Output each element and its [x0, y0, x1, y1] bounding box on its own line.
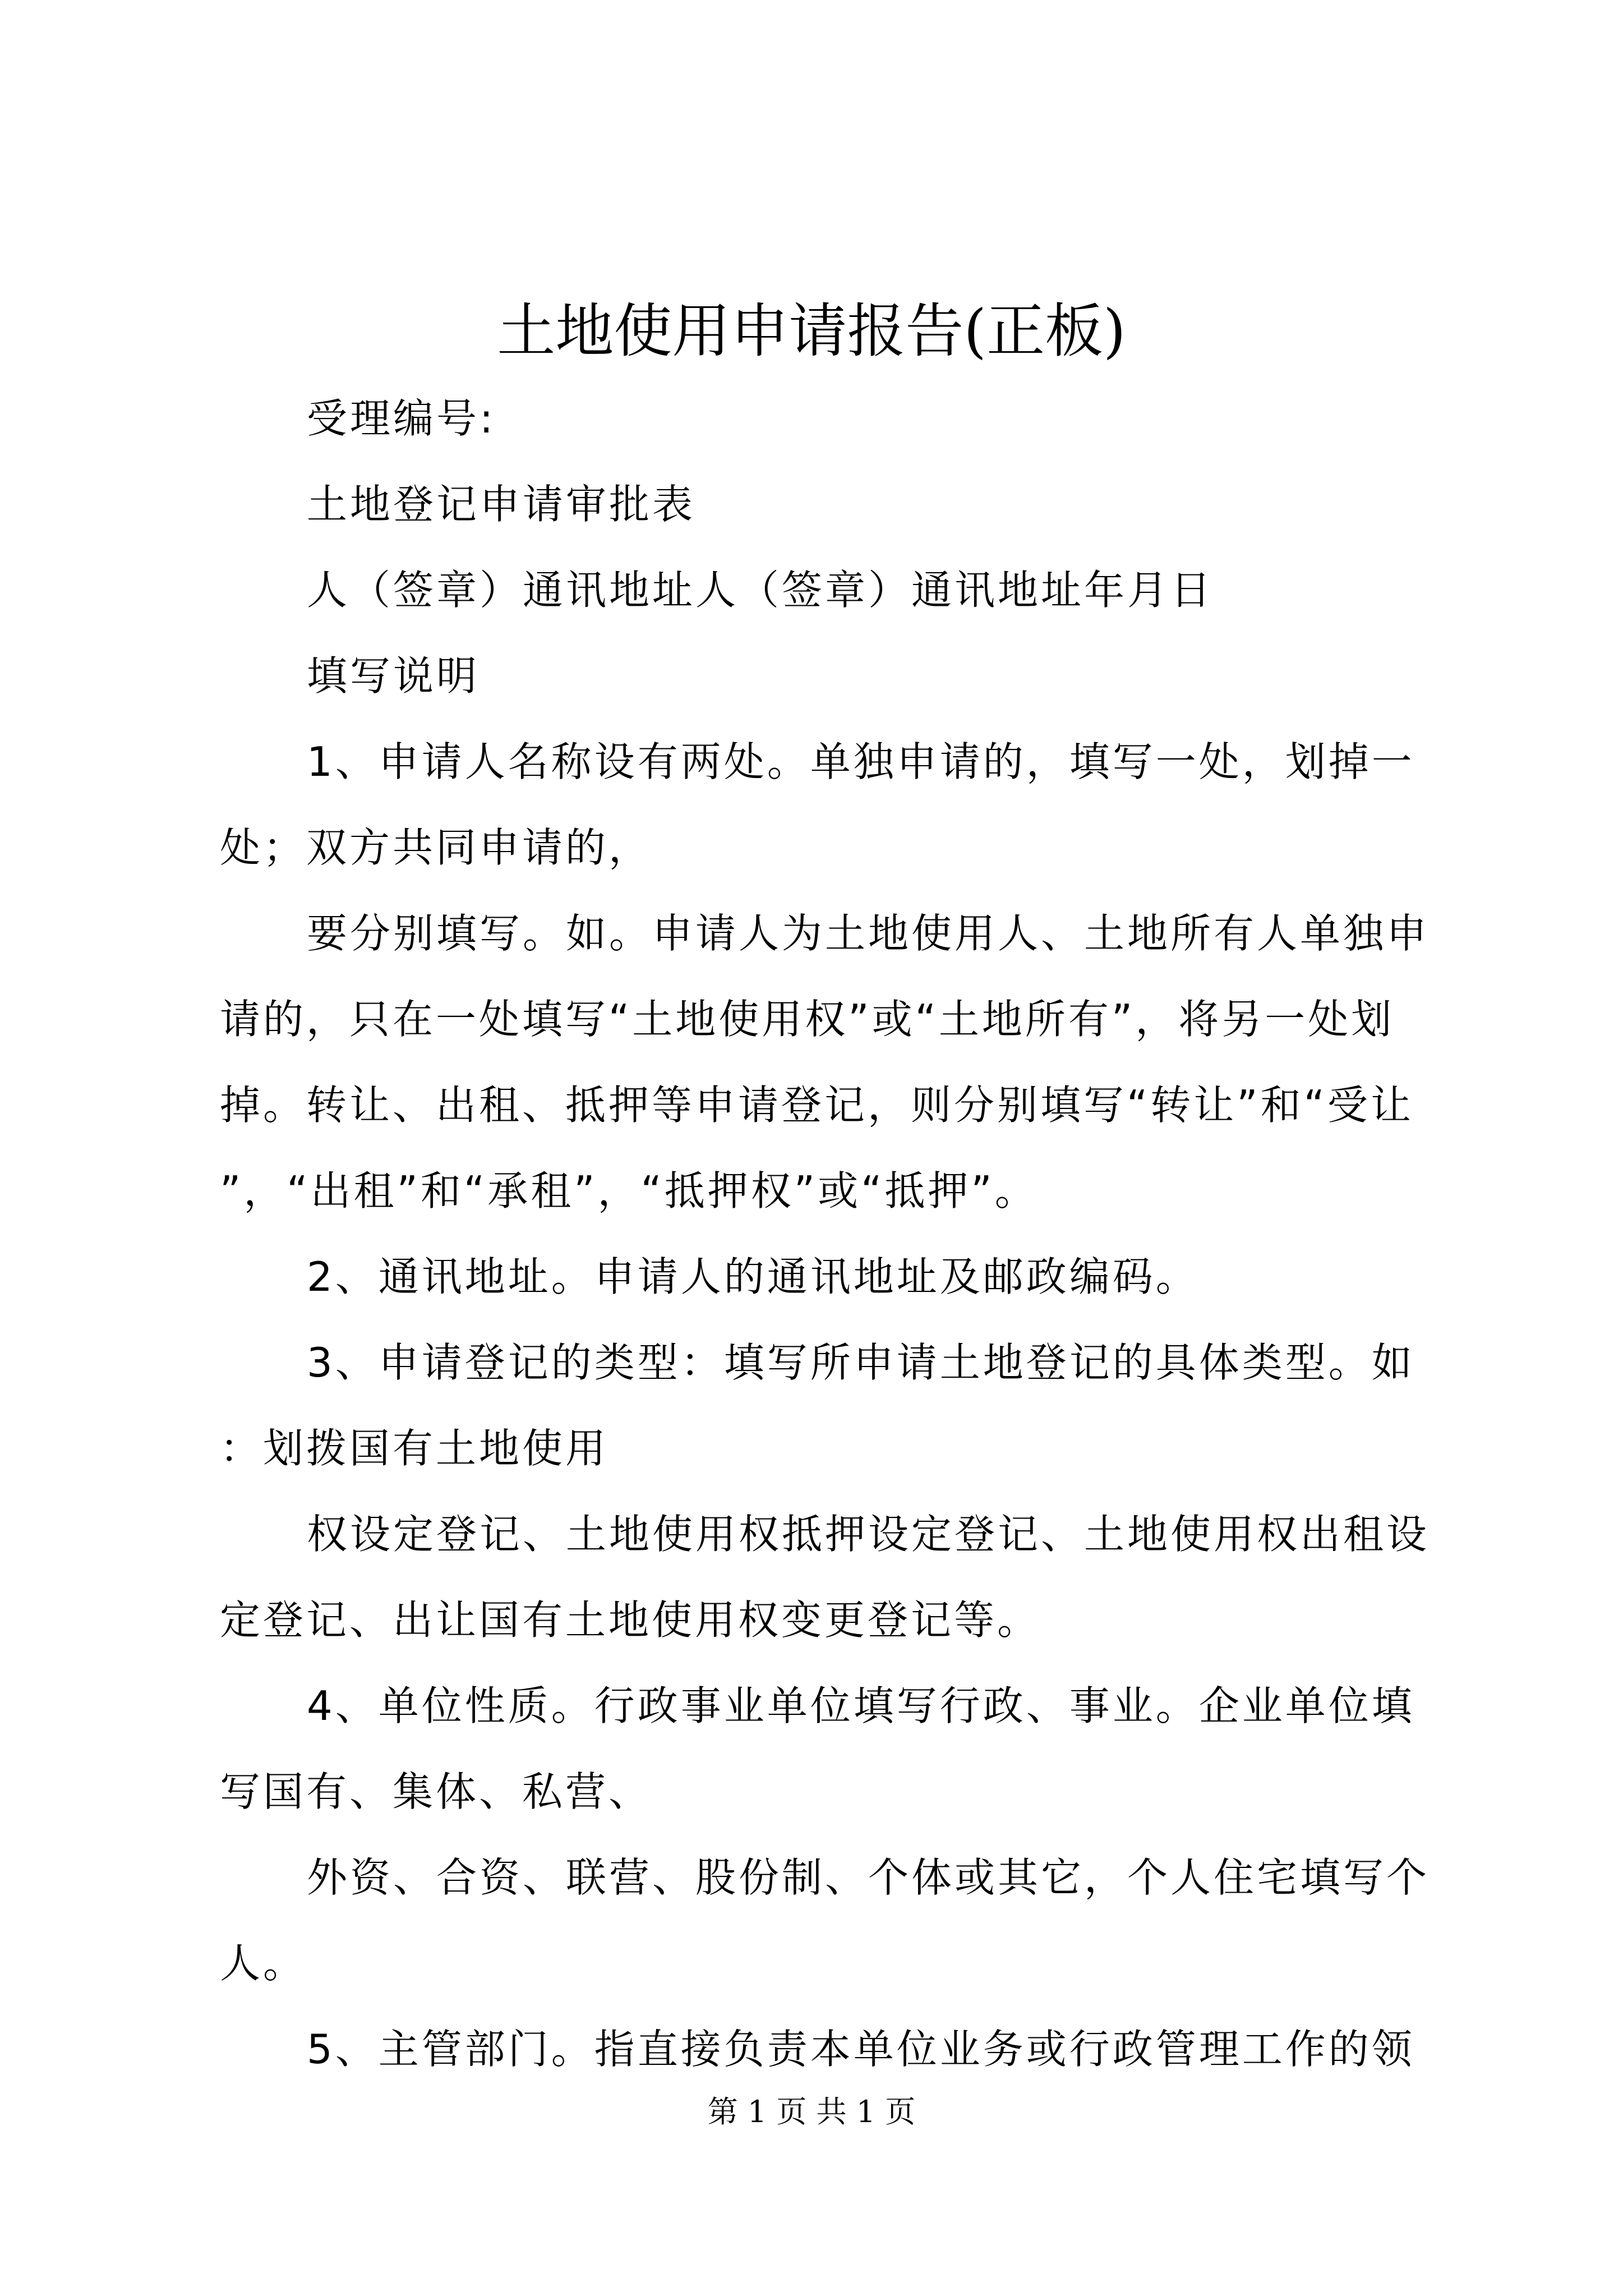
paragraph-item-3-continued: 权设定登记、土地使用权抵押设定登记、土地使用权出租设定登记、出让国有土地使用权变更登记等。 — [220, 1511, 1430, 1644]
paragraph-item-1-continued: 要分别填写。如。申请人为土地使用人、土地所有人单独申请的，只在一处填写“土地使用权”或“土地所有”，将另一处划掉。转让、出租、抵押等申请登记，则分别填写“转让”和“受让”，“出租”和“承租”，“抵押权”或“抵押”。 — [220, 910, 1430, 1214]
paragraph-item-4: 4、单位性质。行政事业单位填写行政、事业。企业单位填写国有、集体、私营、 — [220, 1682, 1415, 1815]
paragraph-item-1: 1、申请人名称设有两处。单独申请的，填写一处，划掉一处；双方共同申请的， — [220, 738, 1415, 871]
page-title: 土地使用申请报告(正板) — [497, 297, 1126, 365]
paragraph-item-2: 2、通讯地址。申请人的通讯地址及邮政编码。 — [307, 1253, 1199, 1300]
paragraph-form-name: 土地登记申请审批表 — [307, 481, 696, 528]
document-body — [220, 376, 1436, 2092]
paragraph-acceptance-number: 受理编号: — [307, 395, 496, 442]
paragraph-item-4-continued: 外资、合资、联营、股份制、个体或其它，个人住宅填写个人。 — [220, 1854, 1430, 1987]
paragraph-item-5: 5、主管部门。指直接负责本单位业务或行政管理工作的领 — [307, 2026, 1415, 2073]
paragraph-instructions-heading: 填写说明 — [307, 652, 480, 700]
page-footer: 第 1 页 共 1 页 — [707, 2094, 916, 2129]
paragraph-signature-line: 人（签章）通讯地址人（签章）通讯地址年月日 — [307, 567, 1214, 614]
paragraph-item-3: 3、申请登记的类型：填写所申请土地登记的具体类型。如：划拨国有土地使用 — [220, 1339, 1415, 1472]
